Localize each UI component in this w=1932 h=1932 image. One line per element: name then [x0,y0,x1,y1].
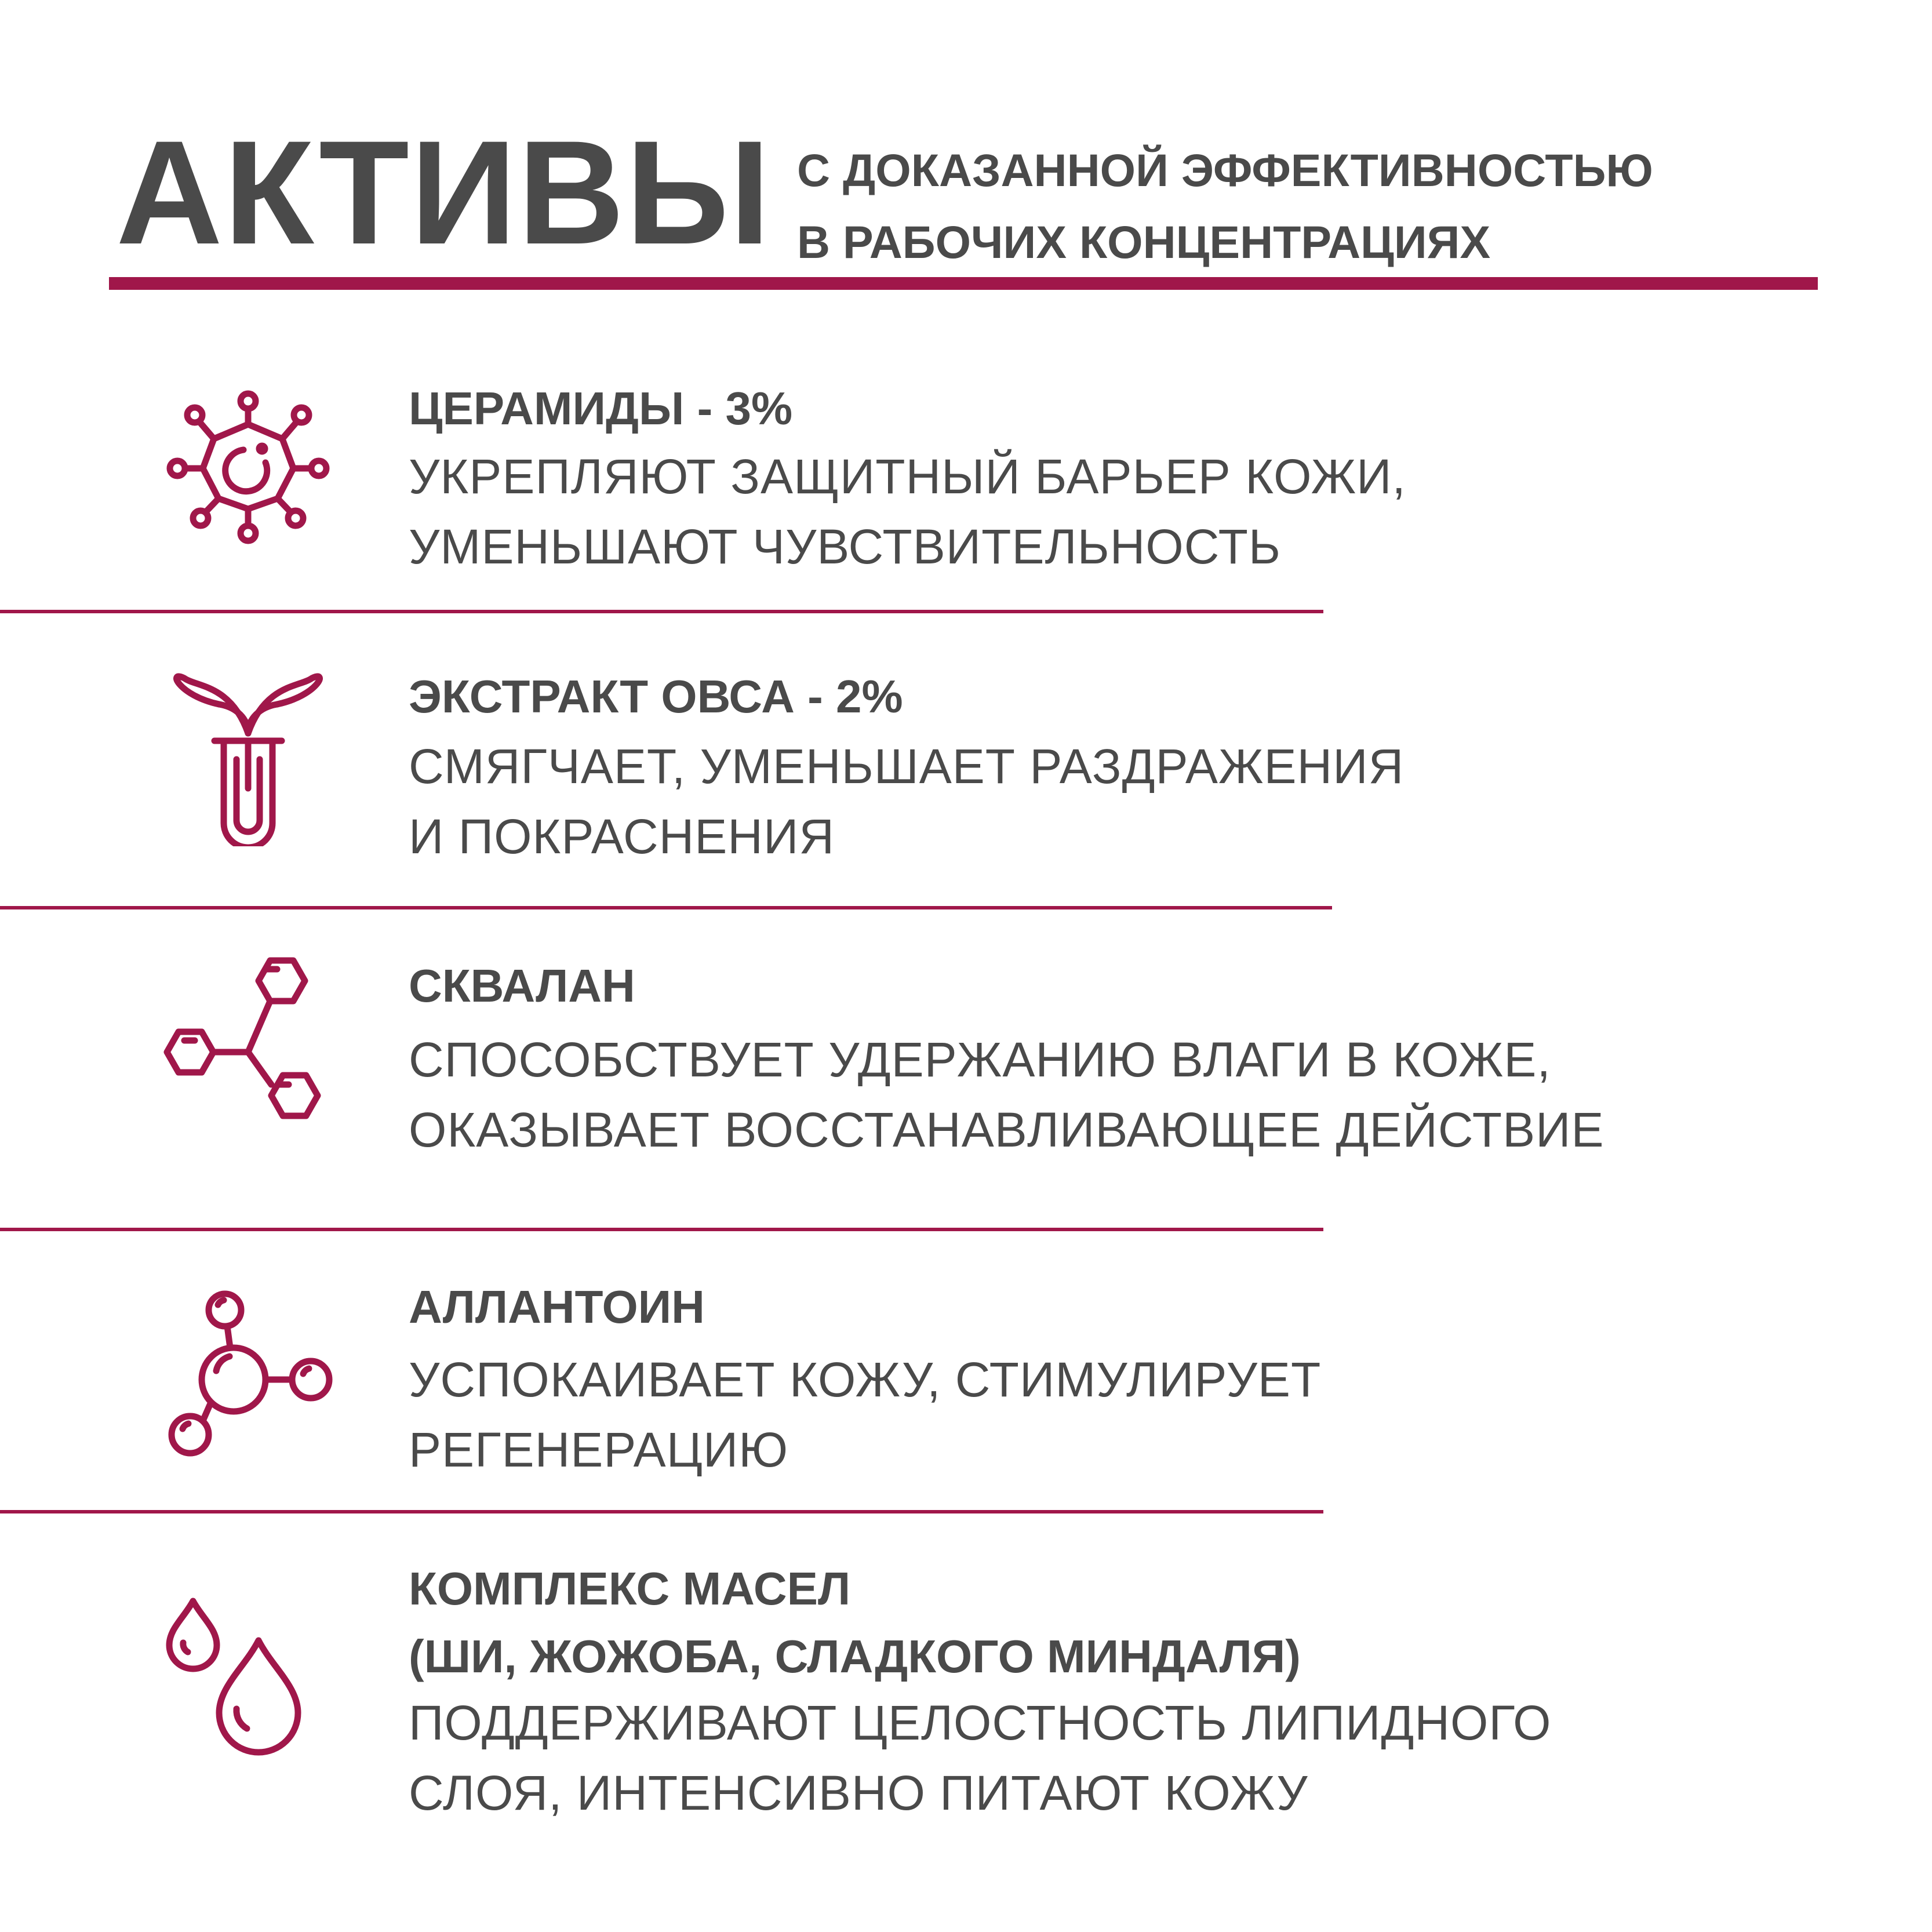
hexagon-molecule-icon [161,954,335,1127]
header [0,0,1932,301]
description-line: СМЯГЧАЕТ, УМЕНЬШАЕТ РАЗДРАЖЕНИЯ [409,739,1405,794]
item-title: ЦЕРАМИДЫ - 3% [409,383,793,434]
page-title: АКТИВЫ [116,110,772,275]
atom-molecule-icon [161,1284,335,1458]
item-title: ЭКСТРАКТ ОВСА - 2% [409,671,903,722]
item-title: СКВАЛАН [409,960,635,1012]
item-title [409,1555,1301,1690]
page-subtitle [797,134,1653,278]
oil-drops-icon [161,1594,335,1768]
section-divider [0,906,1332,909]
title-line: (ШИ, ЖОЖОБА, СЛАДКОГО МИНДАЛЯ) [409,1631,1301,1682]
description-line: ОКАЗЫВАЕТ ВОССТАНАВЛИВАЮЩЕЕ ДЕЙСТВИЕ [409,1103,1604,1157]
item-description [409,1025,1604,1165]
item-title: АЛЛАНТОИН [409,1281,705,1333]
section-divider [0,610,1323,613]
description-line: УМЕНЬШАЮТ ЧУВСТВИТЕЛЬНОСТЬ [409,519,1282,574]
section-divider [0,1228,1323,1231]
title-line: КОМПЛЕКС МАСЕЛ [409,1563,851,1614]
item-description [409,1345,1321,1485]
subtitle-line: В РАБОЧИХ КОНЦЕНТРАЦИЯХ [797,216,1491,268]
description-line: УКРЕПЛЯЮТ ЗАЩИТНЫЙ БАРЬЕР КОЖИ, [409,449,1406,504]
description-line: РЕГЕНЕРАЦИЮ [409,1422,789,1477]
item-description [409,442,1406,582]
item-description [409,732,1404,872]
header-divider [109,277,1818,290]
description-line: СЛОЯ, ИНТЕНСИВНО ПИТАЮТ КОЖУ [409,1766,1308,1820]
item-description [409,1688,1551,1828]
description-line: ПОДДЕРЖИВАЮТ ЦЕЛОСТНОСТЬ ЛИПИДНОГО [409,1695,1552,1750]
ceramide-molecule-icon [161,377,335,551]
description-line: СПОСОБСТВУЕТ УДЕРЖАНИЮ ВЛАГИ В КОЖЕ, [409,1032,1551,1087]
plant-test-tube-icon [161,672,335,846]
subtitle-line: С ДОКАЗАННОЙ ЭФФЕКТИВНОСТЬЮ [797,144,1653,196]
description-line: УСПОКАИВАЕТ КОЖУ, СТИМУЛИРУЕТ [409,1352,1322,1407]
description-line: И ПОКРАСНЕНИЯ [409,809,835,864]
section-divider [0,1510,1323,1513]
